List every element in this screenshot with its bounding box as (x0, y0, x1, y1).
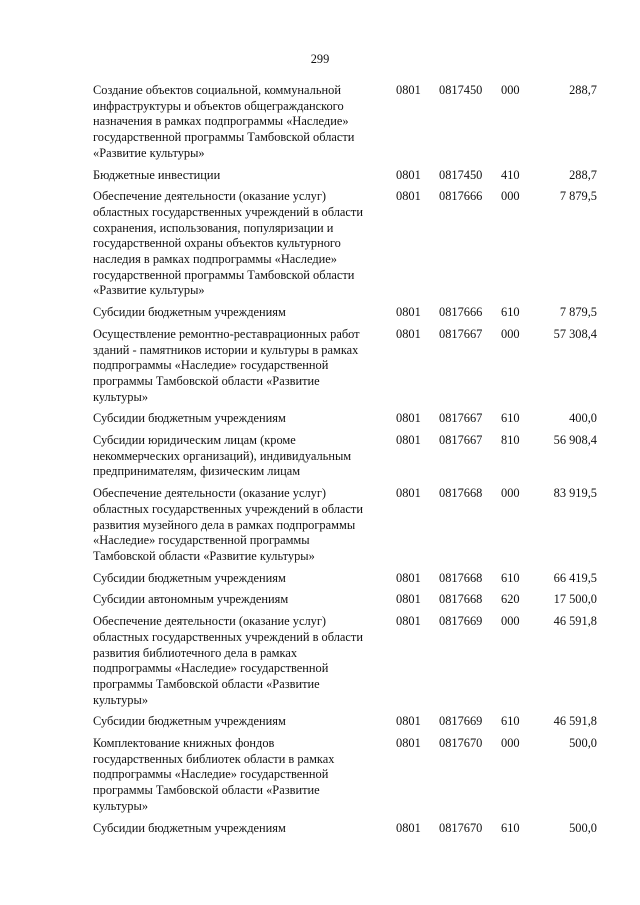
expense-kind-code: 000 (501, 189, 520, 204)
table-row (93, 433, 603, 480)
target-article-code: 0817450 (439, 167, 483, 182)
expense-name: Обеспечение деятельности (оказание услуг) областных государственных учреждений в области развития музейного дела в рамках подпрограммы «Наследие» государственной программы Тамбовской области «Развитие культуры» (93, 486, 363, 563)
table-row (93, 305, 603, 321)
amount: 46 591,8 (553, 614, 597, 629)
amount: 56 908,4 (553, 433, 597, 448)
expense-name: Обеспечение деятельности (оказание услуг) областных государственных учреждений в области сохранения, использования, популяризации и государственной охраны объектов культурного наследия в рамках подпрограммы «Наследие» государственной программы Тамбовской области «Развитие культуры» (93, 189, 363, 298)
expense-name: Субсидии юридическим лицам (кроме некоммерческих организаций), индивидуальным предпринимателям, физическим лицам (93, 433, 352, 479)
expense-kind-code: 610 (501, 820, 520, 835)
target-article-code: 0817670 (439, 820, 483, 835)
expense-name: Субсидии бюджетным учреждениям (93, 305, 286, 320)
expense-name: Осуществление ремонтно-реставрационных работ зданий - памятников истории и культуры в рамках подпрограммы «Наследие» государственной программы Тамбовской области «Развитие культуры» (93, 326, 360, 404)
amount: 288,7 (569, 167, 597, 182)
target-article-code: 0817667 (439, 433, 483, 448)
expense-kind-code: 610 (501, 411, 520, 426)
section-code: 0801 (396, 820, 421, 835)
expense-kind-code: 410 (501, 167, 520, 182)
section-code: 0801 (396, 614, 421, 629)
amount: 46 591,8 (553, 714, 597, 729)
expense-kind-code: 620 (501, 592, 520, 607)
expense-kind-code: 000 (501, 83, 520, 97)
target-article-code: 0817667 (439, 411, 483, 426)
expense-kind-code: 810 (501, 433, 520, 448)
table-row (93, 411, 603, 427)
amount: 7 879,5 (559, 305, 597, 320)
expense-name: Субсидии бюджетным учреждениям (93, 570, 286, 585)
expense-kind-code: 610 (501, 305, 520, 320)
amount: 83 919,5 (553, 486, 597, 501)
section-code: 0801 (396, 411, 421, 426)
expense-name: Обеспечение деятельности (оказание услуг) областных государственных учреждений в области развития библиотечного дела в рамках подпрограммы «Наследие» государственной программы Тамбовской области «Развитие культуры» (93, 614, 363, 707)
expense-kind-code: 000 (501, 614, 520, 629)
target-article-code: 0817666 (439, 305, 483, 320)
target-article-code: 0817668 (439, 570, 483, 585)
target-article-code: 0817669 (439, 714, 483, 729)
section-code: 0801 (396, 433, 421, 448)
expense-kind-code: 000 (501, 736, 520, 751)
section-code: 0801 (396, 592, 421, 607)
target-article-code: 0817667 (439, 326, 483, 341)
table-row (93, 614, 603, 708)
table-row (93, 83, 603, 162)
expense-name: Субсидии бюджетным учреждениям (93, 411, 286, 426)
target-article-code: 0817450 (439, 83, 483, 97)
amount: 57 308,4 (553, 326, 597, 341)
table-row (93, 821, 603, 837)
amount: 400,0 (569, 411, 597, 426)
amount: 66 419,5 (553, 570, 597, 585)
amount: 7 879,5 (559, 189, 597, 204)
table-row (93, 189, 603, 299)
amount: 17 500,0 (553, 592, 597, 607)
budget-table (93, 83, 603, 842)
expense-name: Бюджетные инвестиции (93, 167, 221, 182)
expense-name: Субсидии бюджетным учреждениям (93, 714, 286, 729)
expense-name: Создание объектов социальной, коммунальной инфраструктуры и объектов общегражданского назначения в рамках подпрограммы «Наследие» государственной программы Тамбовской области «Развитие культуры» (93, 83, 355, 160)
expense-name: Субсидии бюджетным учреждениям (93, 820, 286, 835)
section-code: 0801 (396, 83, 421, 97)
section-code: 0801 (396, 326, 421, 341)
target-article-code: 0817670 (439, 736, 483, 751)
expense-name: Комплектование книжных фондов государственных библиотек области в рамках подпрограммы «Наследие» государственной программы Тамбовской области «Развитие культуры» (93, 736, 335, 813)
table-row (93, 168, 603, 184)
expense-kind-code: 610 (501, 714, 520, 729)
target-article-code: 0817666 (439, 189, 483, 204)
target-article-code: 0817668 (439, 592, 483, 607)
expense-kind-code: 000 (501, 326, 520, 341)
expense-name: Субсидии автономным учреждениям (93, 592, 289, 607)
section-code: 0801 (396, 736, 421, 751)
table-row (93, 486, 603, 565)
section-code: 0801 (396, 714, 421, 729)
table-row (93, 714, 603, 730)
expense-kind-code: 000 (501, 486, 520, 501)
table-row (93, 571, 603, 587)
table-row (93, 327, 603, 406)
section-code: 0801 (396, 570, 421, 585)
section-code: 0801 (396, 305, 421, 320)
amount: 500,0 (569, 820, 597, 835)
target-article-code: 0817669 (439, 614, 483, 629)
amount: 288,7 (569, 83, 597, 97)
target-article-code: 0817668 (439, 486, 483, 501)
amount: 500,0 (569, 736, 597, 751)
section-code: 0801 (396, 167, 421, 182)
section-code: 0801 (396, 189, 421, 204)
section-code: 0801 (396, 486, 421, 501)
table-row (93, 592, 603, 608)
page-number: 299 (310, 52, 330, 66)
expense-kind-code: 610 (501, 570, 520, 585)
table-row (93, 736, 603, 815)
